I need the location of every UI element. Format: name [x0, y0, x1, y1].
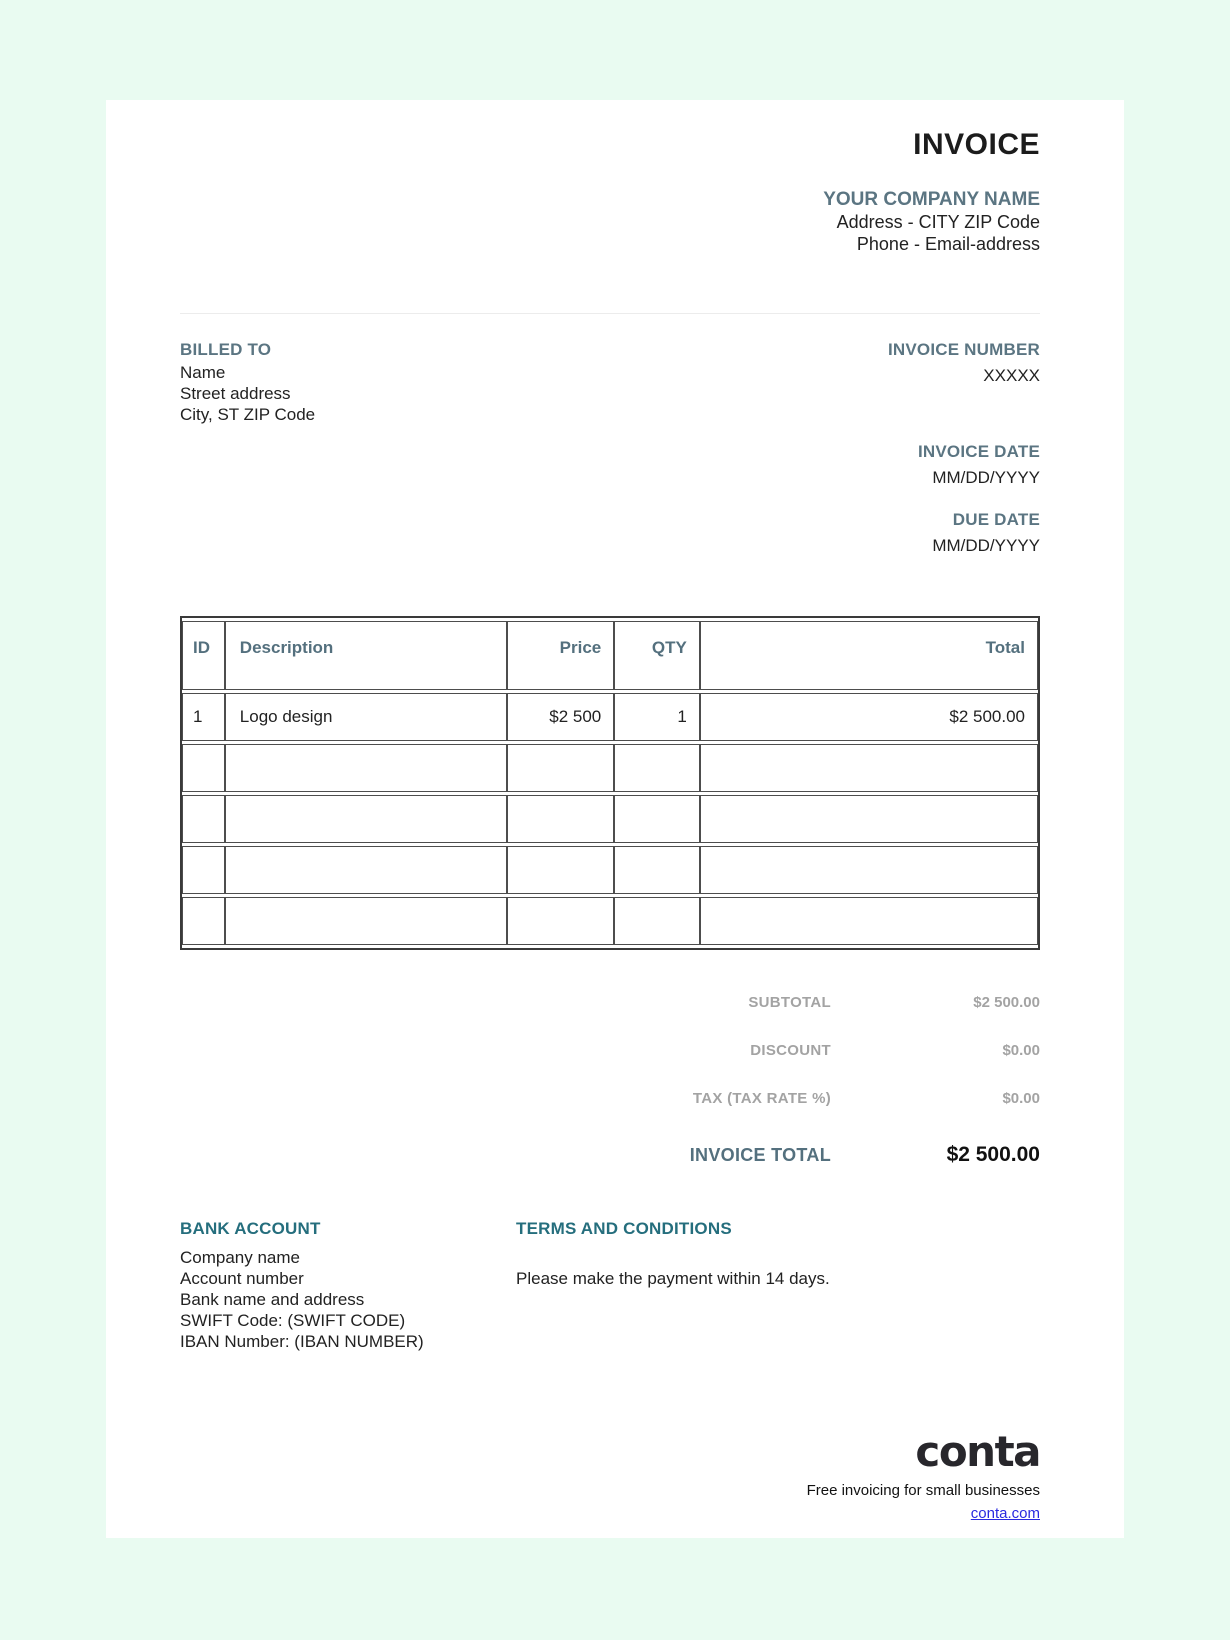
discount-row — [180, 1042, 1040, 1059]
cell-description — [225, 795, 507, 843]
subtotal-label: SUBTOTAL — [748, 994, 831, 1011]
invoice-number-value: XXXXX — [983, 366, 1040, 385]
cell-qty — [614, 897, 700, 945]
company-name: YOUR COMPANY NAME — [823, 189, 1040, 210]
bank-company-name: Company name — [180, 1248, 301, 1267]
cell-qty — [614, 795, 700, 843]
invoice-total-value: $2 500.00 — [946, 1143, 1040, 1166]
cell-price — [507, 795, 614, 843]
billed-to-block — [180, 340, 315, 561]
bank-name-address: Bank name and address — [180, 1290, 365, 1309]
cell-qty: 1 — [614, 693, 700, 741]
invoice-number-block — [888, 340, 1040, 386]
table-row — [182, 795, 1038, 843]
bank-account-heading: BANK ACCOUNT — [180, 1219, 321, 1238]
terms-text: Please make the payment within 14 days. — [516, 1269, 830, 1288]
cell-total — [700, 795, 1038, 843]
invoice-total-label: INVOICE TOTAL — [689, 1145, 831, 1165]
terms-heading: TERMS AND CONDITIONS — [516, 1219, 732, 1238]
company-contact: Phone - Email-address — [856, 234, 1040, 254]
footer-tagline: Free invoicing for small businesses — [806, 1482, 1040, 1499]
subtotal-row — [180, 994, 1040, 1011]
discount-label: DISCOUNT — [750, 1042, 831, 1059]
table-header-row — [182, 621, 1038, 690]
cell-total — [700, 897, 1038, 945]
tax-value: $0.00 — [1002, 1090, 1040, 1107]
cell-price: $2 500 — [507, 693, 614, 741]
billed-to-city: City, ST ZIP Code — [180, 405, 316, 424]
line-items-table — [180, 616, 1040, 950]
cell-id — [182, 744, 225, 792]
invoice-number-label: INVOICE NUMBER — [887, 340, 1040, 359]
company-info — [180, 188, 1040, 255]
table-row — [182, 693, 1038, 741]
header-divider — [180, 313, 1040, 314]
table-row — [182, 897, 1038, 945]
cell-price — [507, 744, 614, 792]
invoice-date-label: INVOICE DATE — [917, 442, 1040, 461]
billed-to-street: Street address — [180, 384, 291, 403]
cell-price — [507, 897, 614, 945]
col-header-id: ID — [182, 621, 225, 690]
bank-swift-code: SWIFT Code: (SWIFT CODE) — [180, 1311, 406, 1330]
invoice-header — [180, 128, 1040, 255]
cell-id — [182, 897, 225, 945]
billed-to-name: Name — [180, 363, 226, 382]
invoice-total-row — [180, 1143, 1040, 1167]
conta-logo: conta — [915, 1427, 1040, 1476]
billed-to-heading: BILLED TO — [180, 340, 272, 359]
cell-qty — [614, 846, 700, 894]
tax-row — [180, 1090, 1040, 1107]
invoice-date-block — [888, 442, 1040, 488]
cell-id: 1 — [182, 693, 225, 741]
col-header-price: Price — [507, 621, 614, 690]
cell-id — [182, 846, 225, 894]
invoice-page — [106, 100, 1124, 1538]
col-header-total: Total — [700, 621, 1038, 690]
table-row — [182, 846, 1038, 894]
discount-value: $0.00 — [1002, 1042, 1040, 1059]
terms-block — [516, 1219, 1040, 1352]
cell-total: $2 500.00 — [700, 693, 1038, 741]
cell-price — [507, 846, 614, 894]
bank-terms-section — [180, 1219, 1040, 1352]
footer — [180, 1427, 1040, 1523]
cell-description — [225, 744, 507, 792]
subtotal-value: $2 500.00 — [973, 994, 1040, 1011]
cell-qty — [614, 744, 700, 792]
invoice-meta-block — [888, 340, 1040, 561]
company-address: Address - CITY ZIP Code — [836, 212, 1040, 232]
due-date-label: DUE DATE — [952, 510, 1040, 529]
page-title: INVOICE — [913, 128, 1040, 161]
bank-account-block — [180, 1219, 516, 1352]
invoice-date-value: MM/DD/YYYY — [932, 468, 1040, 487]
cell-description: Logo design — [225, 693, 507, 741]
cell-total — [700, 846, 1038, 894]
col-header-qty: QTY — [614, 621, 700, 690]
cell-description — [225, 897, 507, 945]
due-date-block — [888, 510, 1040, 556]
due-date-value: MM/DD/YYYY — [932, 536, 1040, 555]
tax-label: TAX (TAX RATE %) — [692, 1090, 831, 1107]
cell-total — [700, 744, 1038, 792]
cell-id — [182, 795, 225, 843]
billing-meta-section — [180, 340, 1040, 561]
totals-section — [180, 994, 1040, 1167]
bank-account-number: Account number — [180, 1269, 304, 1288]
cell-description — [225, 846, 507, 894]
table-row — [182, 744, 1038, 792]
bank-iban-number: IBAN Number: (IBAN NUMBER) — [180, 1332, 424, 1351]
conta-website-link[interactable]: conta.com — [970, 1505, 1040, 1522]
col-header-description: Description — [225, 621, 507, 690]
